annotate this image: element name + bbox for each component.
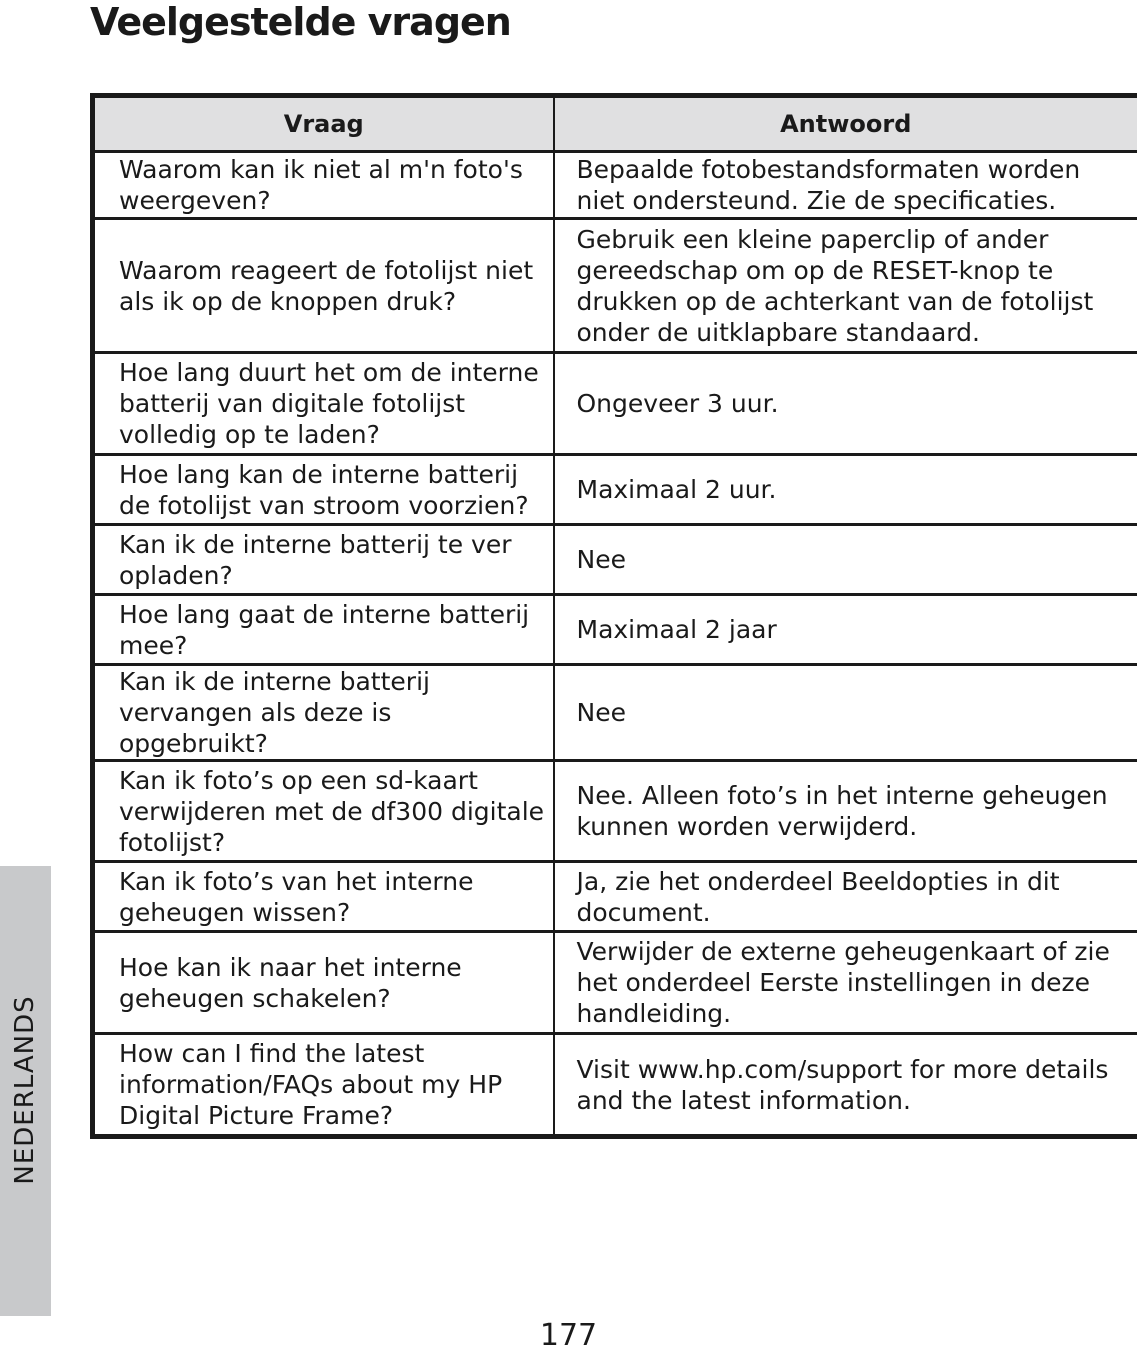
language-side-tab-label: NEDERLANDS bbox=[10, 995, 40, 1185]
answer-cell: Nee bbox=[554, 525, 1137, 595]
question-cell: Kan ik de interne batterij vervangen als deze is opgebruikt? bbox=[93, 665, 554, 761]
column-header-answer: Antwoord bbox=[554, 96, 1137, 152]
answer-cell: Visit www.hp.com/support for more details and the latest information. bbox=[554, 1034, 1137, 1137]
table-row bbox=[93, 353, 1137, 455]
table-row bbox=[93, 219, 1137, 353]
answer-cell: Nee bbox=[554, 665, 1137, 761]
table-row bbox=[93, 595, 1137, 665]
page-title: Veelgestelde vragen bbox=[90, 0, 511, 44]
column-header-question: Vraag bbox=[93, 96, 554, 152]
answer-cell: Maximaal 2 jaar bbox=[554, 595, 1137, 665]
table-row bbox=[93, 665, 1137, 761]
table-row bbox=[93, 761, 1137, 862]
table-header-row bbox=[93, 96, 1137, 152]
table-row bbox=[93, 455, 1137, 525]
question-cell: Kan ik foto’s van het interne geheugen wissen? bbox=[93, 862, 554, 932]
question-cell: Hoe lang gaat de interne batterij mee? bbox=[93, 595, 554, 665]
question-cell: How can I find the latest information/FAQs about my HP Digital Picture Frame? bbox=[93, 1034, 554, 1137]
question-cell: Kan ik foto’s op een sd-kaart verwijderen met de df300 digitale fotolijst? bbox=[93, 761, 554, 862]
table-row bbox=[93, 862, 1137, 932]
page-number: 177 bbox=[539, 1318, 598, 1353]
table-row bbox=[93, 152, 1137, 219]
answer-cell: Nee. Alleen foto’s in het interne geheugen kunnen worden verwijderd. bbox=[554, 761, 1137, 862]
question-cell: Kan ik de interne batterij te ver opladen? bbox=[93, 525, 554, 595]
answer-cell: Maximaal 2 uur. bbox=[554, 455, 1137, 525]
question-cell: Waarom reageert de fotolijst niet als ik op de knoppen druk? bbox=[93, 219, 554, 353]
answer-cell: Bepaalde fotobestandsformaten worden niet ondersteund. Zie de specificaties. bbox=[554, 152, 1137, 219]
answer-cell: Verwijder de externe geheugenkaart of zie het onderdeel Eerste instellingen in deze handleiding. bbox=[554, 932, 1137, 1034]
table-row bbox=[93, 932, 1137, 1034]
answer-cell: Gebruik een kleine paperclip of ander gereedschap om op de RESET-knop te drukken op de achterkant van de fotolijst onder de uitklapbare standaard. bbox=[554, 219, 1137, 353]
question-cell: Waarom kan ik niet al m'n foto's weergeven? bbox=[93, 152, 554, 219]
faq-table bbox=[90, 93, 1137, 1139]
answer-cell: Ongeveer 3 uur. bbox=[554, 353, 1137, 455]
question-cell: Hoe lang duurt het om de interne batterij van digitale fotolijst volledig op te laden? bbox=[93, 353, 554, 455]
question-cell: Hoe lang kan de interne batterij de fotolijst van stroom voorzien? bbox=[93, 455, 554, 525]
table-row bbox=[93, 525, 1137, 595]
question-cell: Hoe kan ik naar het interne geheugen schakelen? bbox=[93, 932, 554, 1034]
answer-cell: Ja, zie het onderdeel Beeldopties in dit document. bbox=[554, 862, 1137, 932]
table-row bbox=[93, 1034, 1137, 1137]
